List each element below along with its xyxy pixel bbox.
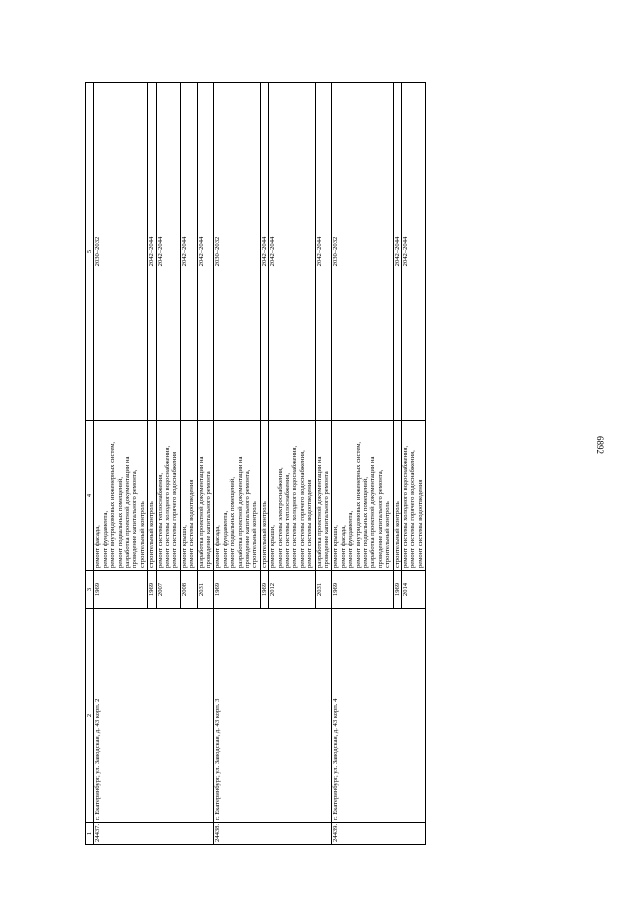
work-item: проведение капитального ремонта, <box>376 469 384 568</box>
work-item: проведение капитального ремонта <box>205 471 212 568</box>
work-item: ремонт системы теплоснабжения, <box>284 473 291 568</box>
work-item: ремонт системы холодного водоснабжения, <box>401 445 409 568</box>
works-cell <box>315 421 332 571</box>
work-item: проведение капитального ремонта <box>322 471 330 568</box>
address-cell: г. Екатеринбург, ул. Заводская, д. 43 корп. 4 <box>332 609 426 823</box>
year-cell: 2008 <box>180 571 197 609</box>
year-cell: 1969 <box>393 571 401 609</box>
works-cell <box>94 421 148 571</box>
works-cell <box>180 421 197 571</box>
year-cell: 2007 <box>156 571 180 609</box>
work-item: ремонт системы электроснабжения, <box>276 467 284 568</box>
row-number-cell: 24437. <box>94 823 214 845</box>
work-item: строительный контроль <box>393 501 401 568</box>
work-item: ремонт фасада, <box>339 525 347 568</box>
work-item: ремонт системы горячего водоснабжения <box>171 451 179 568</box>
year-cell: 2031 <box>315 571 332 609</box>
work-item: разработка проектной документации на <box>315 456 323 568</box>
work-item: ремонт крыши, <box>269 525 277 568</box>
work-item: ремонт подвальных помещений, <box>362 477 369 568</box>
column-number: 5 <box>86 83 94 421</box>
work-item: ремонт системы теплоснабжения, <box>156 473 164 568</box>
work-item: разработка проектной документации на <box>197 456 205 568</box>
work-item: ремонт системы водоотведения <box>188 479 196 568</box>
period-cell: 2030–2032 <box>94 83 148 421</box>
table-body <box>86 83 426 845</box>
work-item: ремонт системы горячего водоснабжения, <box>298 450 306 568</box>
works-cell <box>148 421 156 571</box>
address-cell: г. Екатеринбург, ул. Заводская, д. 43 корп. 3 <box>214 609 332 823</box>
work-item: строительный контроль <box>260 501 268 568</box>
period-cell: 2042–2044 <box>401 83 425 421</box>
column-number: 1 <box>86 823 94 845</box>
work-item: ремонт крыши, <box>180 525 188 568</box>
year-cell: 1969 <box>260 571 268 609</box>
work-item: ремонт фундамента, <box>221 510 229 568</box>
year-cell: 2014 <box>401 571 425 609</box>
work-item: разработка проектной документации на <box>124 456 132 568</box>
address-cell: г. Екатеринбург, ул. Заводская, д. 43 корп. 2 <box>94 609 214 823</box>
work-item: ремонт подвальных помещений, <box>116 477 124 568</box>
work-item: ремонт фундамента, <box>101 510 109 568</box>
period-cell: 2042–2044 <box>393 83 401 421</box>
year-cell: 1969 <box>332 571 393 609</box>
work-item: строительный контроль <box>148 501 156 568</box>
works-cell <box>214 421 260 571</box>
work-item: ремонт внутридомовых инженерных систем, <box>109 441 117 568</box>
work-item: ремонт системы водоотведения <box>416 479 424 568</box>
period-cell: 2042–2044 <box>315 83 332 421</box>
work-item: ремонт фасада, <box>214 525 222 568</box>
table-row <box>214 83 260 845</box>
works-cell <box>197 421 214 571</box>
work-item: разработка проектной документации на <box>236 456 244 568</box>
year-cell: 2031 <box>197 571 214 609</box>
year-cell: 1969 <box>214 571 260 609</box>
period-cell: 2042–2044 <box>156 83 180 421</box>
register-table-container <box>85 83 600 845</box>
work-item: строительный контроль <box>138 501 146 568</box>
capital-repair-table <box>85 82 426 845</box>
work-item: ремонт внутридомовых инженерных систем, <box>354 441 362 568</box>
period-cell: 2030–2032 <box>214 83 260 421</box>
works-cell <box>393 421 401 571</box>
period-cell: 2042–2044 <box>269 83 315 421</box>
work-item: ремонт фасада, <box>94 525 102 568</box>
year-cell: 1969 <box>94 571 148 609</box>
works-cell <box>332 421 393 571</box>
column-number: 2 <box>86 609 94 823</box>
period-cell: 2042–2044 <box>148 83 156 421</box>
table-row <box>94 83 148 845</box>
row-number-cell: 24438. <box>214 823 332 845</box>
period-cell: 2042–2044 <box>180 83 197 421</box>
work-item: проведение капитального ремонта, <box>131 469 139 568</box>
works-cell <box>260 421 268 571</box>
period-cell: 2030–2032 <box>332 83 393 421</box>
work-item: ремонт системы холодного водоснабжения, <box>164 445 172 568</box>
period-cell: 2042–2044 <box>197 83 214 421</box>
year-cell: 2012 <box>269 571 315 609</box>
table-row <box>332 83 393 845</box>
work-item: ремонт системы водоотведения <box>306 479 314 568</box>
year-cell: 1969 <box>148 571 156 609</box>
work-item: строительный контроль <box>384 501 392 568</box>
work-item: ремонт системы холодного водоснабжения, <box>291 445 299 568</box>
works-cell <box>269 421 315 571</box>
work-item: ремонт подвальных помещений, <box>229 477 237 568</box>
work-item: ремонт системы горячего водоснабжения, <box>409 450 417 568</box>
work-item: строительный контроль <box>251 501 259 568</box>
works-cell <box>401 421 425 571</box>
work-item: разработка проектной документации на <box>369 456 377 568</box>
works-cell <box>156 421 180 571</box>
row-number-cell: 24439. <box>332 823 426 845</box>
column-number: 3 <box>86 571 94 609</box>
work-item: ремонт крыши, <box>332 525 340 568</box>
work-item: проведение капитального ремонта, <box>244 469 252 568</box>
work-item: ремонт фундамента, <box>347 510 355 568</box>
period-cell: 2042–2044 <box>260 83 268 421</box>
page-number: 6892 <box>595 436 605 454</box>
column-number: 4 <box>86 421 94 571</box>
column-numbers-row <box>86 83 94 845</box>
